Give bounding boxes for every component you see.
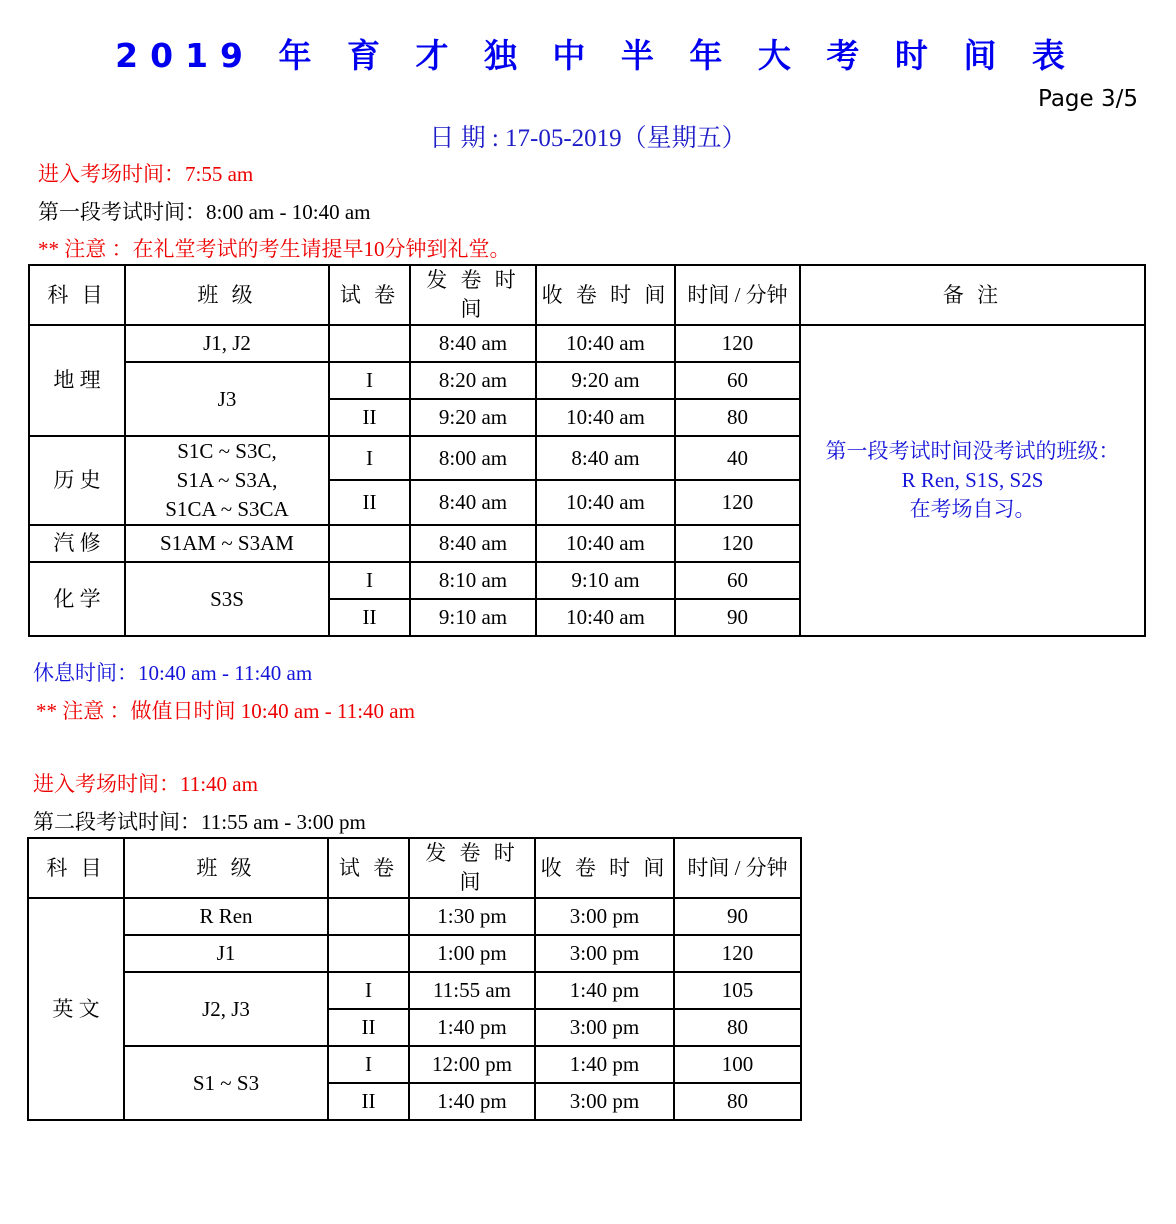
class-cell: S3S xyxy=(125,562,329,636)
session1-enter-time: 进入考场时间：7:55 am xyxy=(38,162,254,186)
header-class: 班 级 xyxy=(124,838,328,898)
class-cell: S1AM ~ S3AM xyxy=(125,525,329,562)
session2-exam-time: 第二段考试时间：11:55 am - 3:00 pm xyxy=(33,810,366,834)
class-cell xyxy=(125,436,329,525)
header-start-time: 发 卷 时 间 xyxy=(409,838,535,898)
subject-auto-repair: 汽 修 xyxy=(29,525,125,562)
start-time-cell: 8:10 am xyxy=(410,562,536,599)
end-time-cell: 10:40 am xyxy=(536,325,675,362)
exam-date: 日 期 : 17-05-2019（星期五） xyxy=(429,125,747,152)
end-time-cell: 10:40 am xyxy=(536,399,675,436)
header-duration: 时间 / 分钟 xyxy=(674,838,801,898)
end-time-cell: 3:00 pm xyxy=(535,1009,674,1046)
duration-cell: 60 xyxy=(675,362,800,399)
duration-cell: 120 xyxy=(675,525,800,562)
paper-cell: I xyxy=(328,972,409,1009)
class-cell: S1 ~ S3 xyxy=(124,1046,328,1120)
start-time-cell: 8:40 am xyxy=(410,325,536,362)
duration-cell: 80 xyxy=(674,1009,801,1046)
header-paper: 试 卷 xyxy=(329,265,410,325)
paper-cell xyxy=(328,935,409,972)
remark-line: R Ren, S1S, S2S xyxy=(901,468,1044,492)
end-time-cell: 1:40 pm xyxy=(535,1046,674,1083)
paper-cell: I xyxy=(329,562,410,599)
header-class: 班 级 xyxy=(125,265,329,325)
paper-cell: II xyxy=(329,399,410,436)
end-time-cell: 1:40 pm xyxy=(535,972,674,1009)
start-time-cell: 1:40 pm xyxy=(409,1083,535,1120)
start-time-cell: 8:40 am xyxy=(410,480,536,525)
duration-cell: 120 xyxy=(675,480,800,525)
header-end-time: 收 卷 时 间 xyxy=(536,265,675,325)
header-subject: 科 目 xyxy=(28,838,124,898)
paper-cell: II xyxy=(329,599,410,636)
paper-cell: II xyxy=(328,1083,409,1120)
duration-cell: 80 xyxy=(675,399,800,436)
class-cell: J1, J2 xyxy=(125,325,329,362)
duration-cell: 100 xyxy=(674,1046,801,1083)
start-time-cell: 1:00 pm xyxy=(409,935,535,972)
start-time-cell: 11:55 am xyxy=(409,972,535,1009)
end-time-cell: 8:40 am xyxy=(536,436,675,480)
header-duration: 时间 / 分钟 xyxy=(675,265,800,325)
remark-line: 第一段考试时间没考试的班级： xyxy=(825,439,1120,463)
break-time: 休息时间：10:40 am - 11:40 am xyxy=(33,661,313,685)
start-time-cell: 9:10 am xyxy=(410,599,536,636)
start-time-cell: 12:00 pm xyxy=(409,1046,535,1083)
duration-cell: 90 xyxy=(674,898,801,935)
subject-chemistry: 化 学 xyxy=(29,562,125,636)
end-time-cell: 3:00 pm xyxy=(535,935,674,972)
end-time-cell: 10:40 am xyxy=(536,525,675,562)
duration-cell: 60 xyxy=(675,562,800,599)
paper-cell: I xyxy=(329,436,410,480)
duration-cell: 80 xyxy=(674,1083,801,1120)
page-number: Page 3/5 xyxy=(1037,86,1138,112)
paper-cell xyxy=(329,525,410,562)
break-notice: ** 注意 ：做值日时间 10:40 am - 11:40 am xyxy=(36,699,415,723)
paper-cell: II xyxy=(329,480,410,525)
duration-cell: 120 xyxy=(674,935,801,972)
class-cell: J2, J3 xyxy=(124,972,328,1046)
start-time-cell: 1:40 pm xyxy=(409,1009,535,1046)
remark-line: 在考场自习。 xyxy=(909,497,1036,521)
subject-geography: 地 理 xyxy=(29,325,125,436)
remark-cell xyxy=(800,325,1145,636)
end-time-cell: 10:40 am xyxy=(536,480,675,525)
end-time-cell: 3:00 pm xyxy=(535,898,674,935)
duration-cell: 90 xyxy=(675,599,800,636)
paper-cell: I xyxy=(329,362,410,399)
page-title: 2019 年 育 才 独 中 半 年 大 考 时 间 表 xyxy=(115,36,1077,75)
start-time-cell: 9:20 am xyxy=(410,399,536,436)
start-time-cell: 8:20 am xyxy=(410,362,536,399)
class-cell: R Ren xyxy=(124,898,328,935)
header-start-time: 发 卷 时 间 xyxy=(410,265,536,325)
paper-cell xyxy=(328,898,409,935)
session1-table xyxy=(28,264,1146,637)
subject-history: 历 史 xyxy=(29,436,125,525)
end-time-cell: 10:40 am xyxy=(536,599,675,636)
start-time-cell: 1:30 pm xyxy=(409,898,535,935)
paper-cell: II xyxy=(328,1009,409,1046)
session1-exam-time: 第一段考试时间：8:00 am - 10:40 am xyxy=(38,200,371,224)
header-end-time: 收 卷 时 间 xyxy=(535,838,674,898)
paper-cell: I xyxy=(328,1046,409,1083)
header-remark: 备 注 xyxy=(800,265,1145,325)
class-line: S1A ~ S3A, xyxy=(176,468,278,492)
start-time-cell: 8:40 am xyxy=(410,525,536,562)
subject-english: 英 文 xyxy=(28,898,124,1120)
duration-cell: 40 xyxy=(675,436,800,480)
class-cell: J3 xyxy=(125,362,329,436)
session2-table xyxy=(27,837,802,1121)
end-time-cell: 9:10 am xyxy=(536,562,675,599)
header-paper: 试 卷 xyxy=(328,838,409,898)
session2-enter-time: 进入考场时间：11:40 am xyxy=(33,772,258,796)
end-time-cell: 3:00 pm xyxy=(535,1083,674,1120)
class-line: S1CA ~ S3CA xyxy=(165,497,289,521)
class-line: S1C ~ S3C, xyxy=(177,439,277,463)
duration-cell: 105 xyxy=(674,972,801,1009)
paper-cell xyxy=(329,325,410,362)
header-subject: 科 目 xyxy=(29,265,125,325)
end-time-cell: 9:20 am xyxy=(536,362,675,399)
duration-cell: 120 xyxy=(675,325,800,362)
start-time-cell: 8:00 am xyxy=(410,436,536,480)
class-cell: J1 xyxy=(124,935,328,972)
session1-notice: ** 注意 ：在礼堂考试的考生请提早10分钟到礼堂。 xyxy=(38,237,511,261)
